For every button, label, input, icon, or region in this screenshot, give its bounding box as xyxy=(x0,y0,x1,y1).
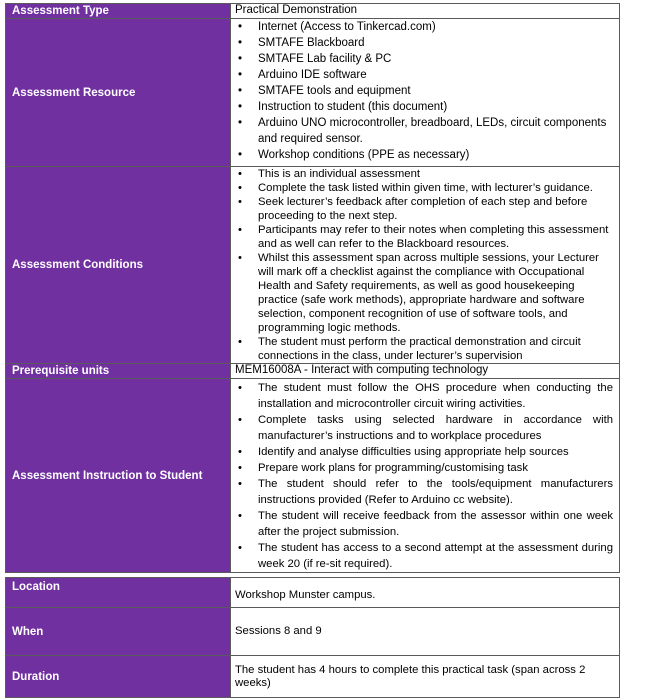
row-location xyxy=(6,578,620,608)
resource-list xyxy=(235,19,613,163)
assessment-resource-label: Assessment Resource xyxy=(6,19,231,167)
assessment-type-label: Assessment Type xyxy=(6,4,231,19)
location-value: Workshop Munster campus. xyxy=(231,578,620,608)
row-when xyxy=(6,608,620,656)
list-item: • The student must perform the practical demonstration and circuit connections in the class, under lecturer’s supervision xyxy=(235,335,613,363)
assessment-details-table xyxy=(5,3,620,573)
when-value: Sessions 8 and 9 xyxy=(231,608,620,656)
list-item: • Participants may refer to their notes when completing this assessment and as well can refer to the Blackboard resources. xyxy=(235,223,613,251)
list-item: • Prepare work plans for programming/customising task xyxy=(235,460,613,476)
location-label: Location xyxy=(6,578,231,608)
row-assessment-instruction xyxy=(6,379,620,573)
list-item: • SMTAFE Lab facility & PC xyxy=(235,51,613,67)
row-assessment-conditions xyxy=(6,167,620,364)
row-duration xyxy=(6,656,620,698)
list-item: • Internet (Access to Tinkercad.com) xyxy=(235,19,613,35)
when-label: When xyxy=(6,608,231,656)
list-item: • Arduino UNO microcontroller, breadboard, LEDs, circuit components and required sensor. xyxy=(235,115,613,147)
list-item: • Complete tasks using selected hardware in accordance with manufacturer’s instructions and to workplace procedures xyxy=(235,412,613,444)
assessment-conditions-label: Assessment Conditions xyxy=(6,167,231,364)
conditions-list xyxy=(235,167,613,363)
list-item: • The student has access to a second attempt at the assessment during week 20 (if re-sit required). xyxy=(235,540,613,572)
list-item: • SMTAFE Blackboard xyxy=(235,35,613,51)
row-prerequisite-units xyxy=(6,364,620,379)
session-details-table xyxy=(5,577,620,698)
list-item: • Workshop conditions (PPE as necessary) xyxy=(235,147,613,163)
list-item: • The student will receive feedback from the assessor within one week after the project submission. xyxy=(235,508,613,540)
list-item: • Seek lecturer’s feedback after completion of each step and before proceeding to the next step. xyxy=(235,195,613,223)
duration-value: The student has 4 hours to complete this practical task (span across 2 weeks) xyxy=(231,656,620,698)
list-item: • Identify and analyse difficulties using appropriate help sources xyxy=(235,444,613,460)
assessment-type-value: Practical Demonstration xyxy=(231,4,620,19)
list-item: • Whilst this assessment span across multiple sessions, your Lecturer will mark off a checklist against the compliance with Occupational Health and Safety requirements, as well as good housekeeping practice (safe work methods), appropriate hardware and software selection, component recognition of use of software tools, and programming logic methods. xyxy=(235,251,613,335)
duration-label: Duration xyxy=(6,656,231,698)
row-assessment-resource xyxy=(6,19,620,167)
assessment-conditions-value xyxy=(231,167,620,364)
instruction-list xyxy=(235,379,613,572)
list-item: • Arduino IDE software xyxy=(235,67,613,83)
list-item: • Complete the task listed within given time, with lecturer’s guidance. xyxy=(235,181,613,195)
list-item: • SMTAFE tools and equipment xyxy=(235,83,613,99)
list-item: • The student should refer to the tools/equipment manufacturers instructions provided (Refer to Arduino cc website). xyxy=(235,476,613,508)
assessment-resource-value xyxy=(231,19,620,167)
row-assessment-type xyxy=(6,4,620,19)
assessment-instruction-value xyxy=(231,379,620,573)
assessment-instruction-label: Assessment Instruction to Student xyxy=(6,379,231,573)
list-item: • The student must follow the OHS procedure when conducting the installation and microcontroller circuit wiring activities. xyxy=(235,380,613,412)
list-item: • This is an individual assessment xyxy=(235,167,613,181)
list-item: • Instruction to student (this document) xyxy=(235,99,613,115)
prerequisite-units-value: MEM16008A - Interact with computing technology xyxy=(231,364,620,379)
prerequisite-units-label: Prerequisite units xyxy=(6,364,231,379)
